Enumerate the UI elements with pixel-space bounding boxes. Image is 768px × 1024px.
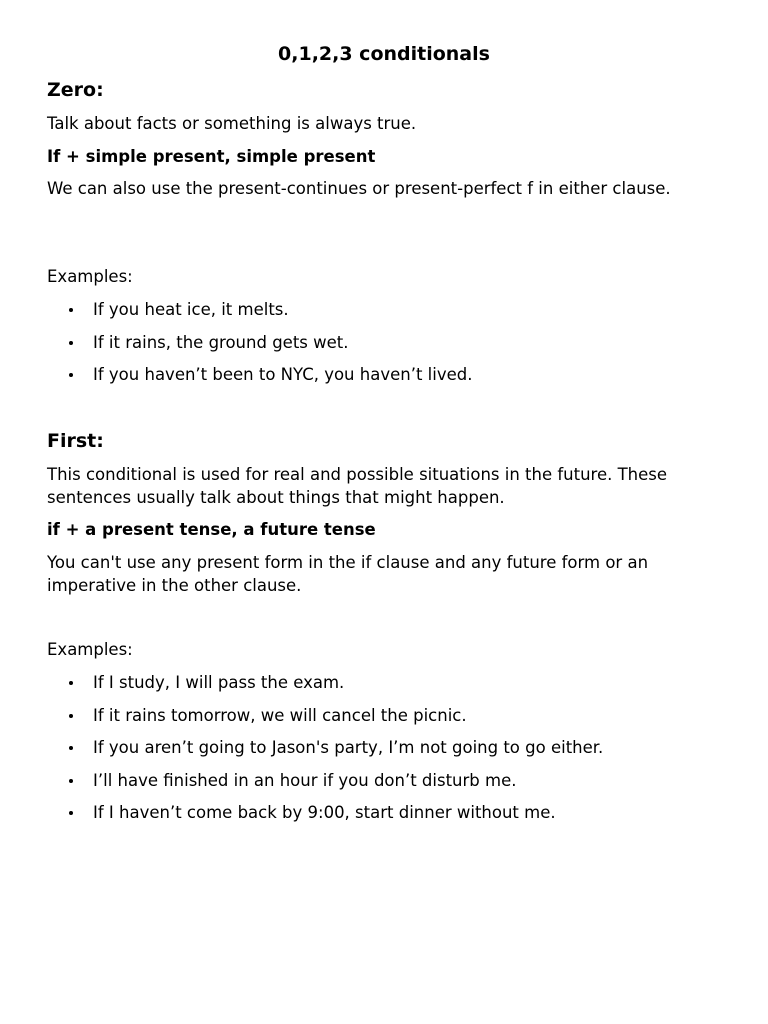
first-rule: if + a present tense, a future tense bbox=[47, 520, 376, 539]
zero-examples-list bbox=[47, 299, 472, 397]
list-item bbox=[47, 737, 603, 759]
list-item bbox=[47, 332, 472, 354]
example-text: If it rains tomorrow, we will cancel the picnic. bbox=[93, 705, 467, 725]
list-item bbox=[47, 672, 603, 694]
example-text: If you aren’t going to Jason's party, I’m not going to go either. bbox=[93, 738, 604, 757]
list-item bbox=[47, 299, 472, 321]
example-text: If you haven’t been to NYC, you haven’t lived. bbox=[93, 365, 473, 384]
first-heading: First: bbox=[47, 430, 104, 452]
bullet-icon bbox=[69, 811, 73, 815]
bullet-icon bbox=[69, 681, 73, 685]
list-item bbox=[47, 802, 603, 824]
zero-examples-label: Examples: bbox=[47, 267, 133, 286]
document-title: 0,1,2,3 conditionals bbox=[278, 43, 490, 65]
example-text: I’ll have finished in an hour if you don’t disturb me. bbox=[93, 770, 517, 790]
example-text: If I haven’t come back by 9:00, start dinner without me. bbox=[93, 803, 556, 822]
zero-heading: Zero: bbox=[47, 79, 104, 101]
first-description: This conditional is used for real and possible situations in the future. These sentences usually talk about things that might happen. bbox=[47, 465, 668, 507]
zero-rule: If + simple present, simple present bbox=[47, 147, 376, 166]
bullet-icon bbox=[69, 341, 73, 345]
bullet-icon bbox=[69, 746, 73, 750]
example-text: If you heat ice, it melts. bbox=[93, 300, 289, 319]
first-note: You can't use any present form in the if clause and any future form or an imperative in the other clause. bbox=[47, 553, 649, 595]
list-item bbox=[47, 770, 603, 792]
example-text: If it rains, the ground gets wet. bbox=[93, 332, 349, 352]
zero-note: We can also use the present-continues or present-perfect f in either clause. bbox=[47, 179, 671, 198]
first-examples-list bbox=[47, 672, 603, 835]
bullet-icon bbox=[69, 373, 73, 377]
first-examples-label: Examples: bbox=[47, 640, 133, 659]
bullet-icon bbox=[69, 714, 73, 718]
zero-description: Talk about facts or something is always true. bbox=[47, 114, 417, 133]
list-item bbox=[47, 705, 603, 727]
list-item bbox=[47, 364, 472, 386]
example-text: If I study, I will pass the exam. bbox=[93, 673, 345, 692]
bullet-icon bbox=[69, 779, 73, 783]
bullet-icon bbox=[69, 308, 73, 312]
